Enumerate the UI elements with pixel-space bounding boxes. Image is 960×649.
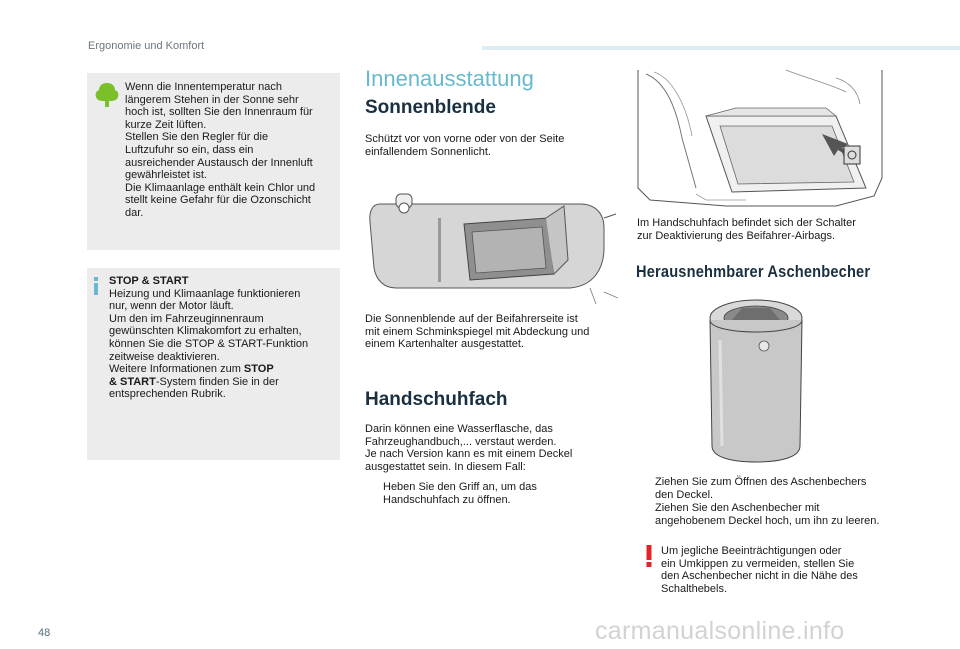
info-icon: [92, 277, 100, 295]
glovebox-caption: Im Handschuhfach befindet sich der Schalter zur Deaktivierung des Beifahrer-Airbags.: [637, 217, 856, 242]
eco-tip-text: Wenn die Innentemperatur nach längerem Stehen in der Sonne sehr hoch ist, sollten Sie den Innenraum für kurze Zeit lüften. Stellen Sie den Regler für die Luftzufuhr so ein, dass ein ausreichender Austausch der Innenluft gewährleistet ist. Die Klimaanlage enthält kein Chlor und stellt keine Gefahr für die Ozonschicht dar.: [125, 81, 316, 219]
glovebox-illustration: [636, 68, 886, 210]
section-title: Innenausstattung: [365, 66, 534, 91]
eco-tip-box: [87, 73, 340, 250]
stop-start-info-text: STOP & START Heizung und Klimaanlage funktionieren nur, wenn der Motor läuft. Um den im Fahrzeuginnenraum gewünschten Klimakomfort zu erhalten, können Sie die STOP & START-Funktion zeitweise deaktivieren. Weitere Informationen zum STOP & START-System finden Sie in der entsprechenden Rubrik.: [109, 275, 309, 401]
heading-handschuhfach: Handschuhfach: [365, 389, 508, 410]
header-accent-bar: [482, 46, 960, 50]
page-number: 48: [38, 627, 51, 639]
stop-start-info-box: [87, 268, 340, 460]
sonnenblende-description: Die Sonnenblende auf der Beifahrerseite ist mit einem Schminkspiegel mit Abdeckung und einem Kartenhalter ausgestattet.: [365, 313, 590, 351]
handschuhfach-text: Darin können eine Wasserflasche, das Fahrzeughandbuch,... verstaut werden. Je nach Version kann es mit einem Deckel ausgestattet sein. In diesem Fall:: [365, 423, 573, 473]
aschenbecher-warning: Um jegliche Beeinträchtigungen oder ein Umkippen zu vermeiden, stellen Sie den Aschenbecher nicht in die Nähe des Schalthebels.: [661, 545, 858, 595]
ashtray-illustration: [706, 296, 806, 464]
sonnenblende-intro: Schützt vor von vorne oder von der Seite einfallendem Sonnenlicht.: [365, 133, 565, 158]
aschenbecher-bullet-2: Ziehen Sie den Aschenbecher mit angehobenem Deckel hoch, um ihn zu leeren.: [655, 502, 880, 527]
exclamation-icon: [646, 545, 652, 567]
page-header-label: Ergonomie und Komfort: [88, 40, 205, 52]
leaf-tree-icon: [93, 81, 121, 109]
heading-aschenbecher: Herausnehmbarer Aschenbecher: [636, 262, 871, 281]
heading-sonnenblende: Sonnenblende: [365, 97, 496, 118]
watermark: carmanualsonline.info: [595, 617, 845, 645]
handschuhfach-bullet: Heben Sie den Griff an, um das Handschuhfach zu öffnen.: [383, 481, 537, 506]
sun-visor-illustration: [360, 188, 618, 304]
aschenbecher-bullet-1: Ziehen Sie zum Öffnen des Aschenbechers den Deckel.: [655, 476, 867, 501]
